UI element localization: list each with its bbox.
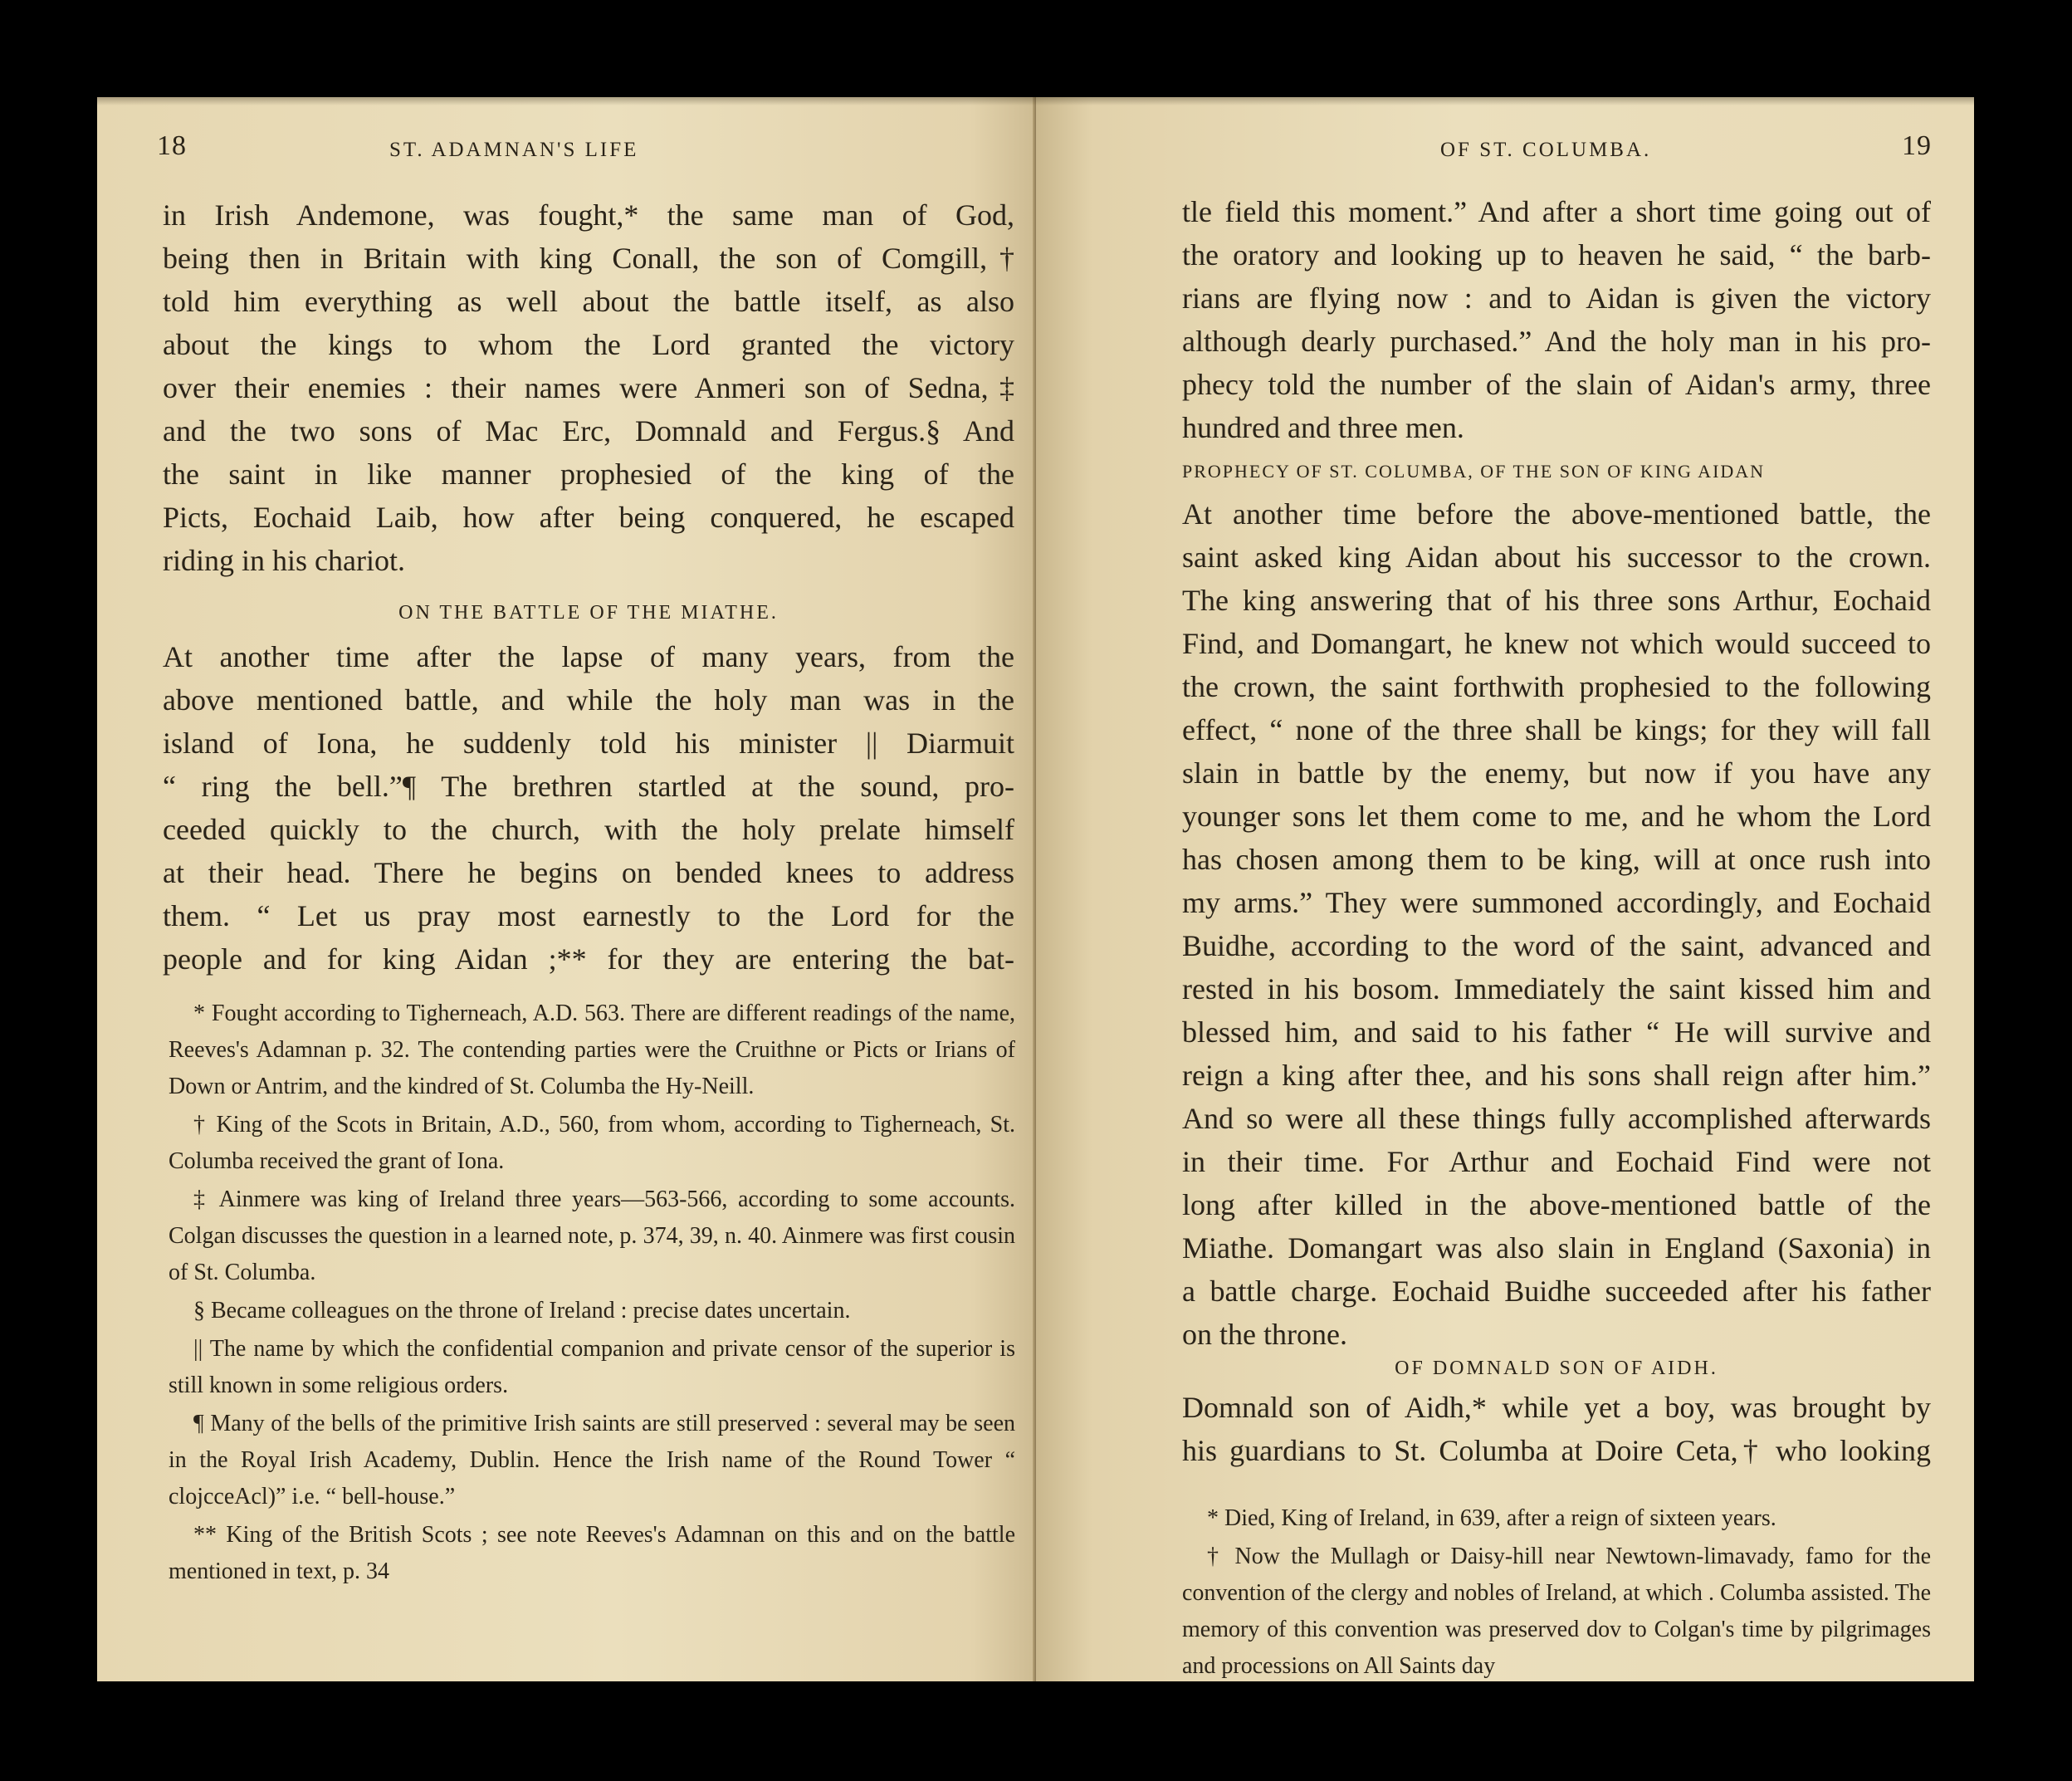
footnote: * Fought according to Tigherneach, A.D. 563. There are different readings of the name, Reeves's Adamnan p. 32. The contending parties were the Cruithne or Picts or Irians of Down or Antrim, and the kindred of St. Columba the Hy-Neill.: [169, 1001, 1015, 1099]
text-line: ceeded quickly to the church, with the holy prelate himself: [163, 813, 1014, 846]
text-line: and the two sons of Mac Erc, Domnald and Fergus.§ And: [163, 414, 1014, 448]
text-line: island of Iona, he suddenly told his minister || Diarmuit: [163, 727, 1014, 760]
text-line: at their head. There he begins on bended knees to address: [163, 856, 1014, 889]
text-line: told him everything as well about the battle itself, as also: [163, 285, 1014, 318]
text-line: the saint in like manner prophesied of the king of the: [163, 457, 1014, 491]
body-text: [163, 193, 1014, 582]
text-line: on the throne.: [1182, 1318, 1347, 1351]
page-number: 18: [157, 130, 187, 161]
text-line: Miathe. Domangart was also slain in England (Saxonia) in: [1182, 1231, 1931, 1265]
section-text: [1182, 492, 1931, 1356]
text-line: them. “ Let us pray most earnestly to the Lord for the: [163, 899, 1014, 932]
text-line: phecy told the number of the slain of Aidan's army, three: [1182, 368, 1931, 401]
text-line: a battle charge. Eochaid Buidhe succeeded after his father: [1182, 1275, 1931, 1308]
text-line: And so were all these things fully accomplished afterwards: [1182, 1102, 1931, 1135]
text-line: in their time. For Arthur and Eochaid Find were not: [1182, 1145, 1931, 1178]
section-heading: ON THE BATTLE OF THE MIATHE.: [398, 602, 779, 624]
text-line: tle field this moment.” And after a short time going out of: [1182, 195, 1931, 228]
text-line: rested in his bosom. Immediately the saint kissed him and: [1182, 972, 1931, 1005]
text-line: At another time after the lapse of many years, from the: [163, 640, 1014, 673]
text-line: although dearly purchased.” And the holy man in his pro-: [1182, 325, 1931, 358]
section-text: [163, 635, 1014, 981]
text-line: hundred and three men.: [1182, 411, 1464, 444]
text-line: in Irish Andemone, was fought,* the same man of God,: [163, 198, 1014, 232]
text-line: reign a king after thee, and his sons shall reign after him.”: [1182, 1059, 1931, 1092]
text-line: people and for king Aidan ;** for they are entering the bat-: [163, 942, 1014, 976]
body-text-lines: [1182, 190, 1931, 449]
text-line: about the kings to whom the Lord granted the victory: [163, 328, 1014, 361]
text-line: my arms.” They were summoned accordingly, and Eochaid: [1182, 886, 1931, 919]
footnote: || The name by which the confidential companion and private censor of the superior is still known in some religious orders.: [169, 1336, 1015, 1398]
footnote: ¶ Many of the bells of the primitive Irish saints are still preserved : several may be seen in the Royal Irish Academy, Dublin. Hence the Irish name of the Round Tower “ clojcceAcl)” i.e. “ bell-house.”: [169, 1411, 1015, 1509]
footnote: † Now the Mullagh or Daisy-hill near Newtown-limavady, famo for the convention of the clergy and nobles of Ireland, at which . Columba assisted. The memory of this convention was preserved dov to Colgan's time by pilgrimages and processions on All Saints day: [1182, 1544, 1931, 1679]
text-line: his guardians to St. Columba at Doire Ceta,† who looking: [1182, 1434, 1931, 1467]
text-line: effect, “ none of the three shall be kings; for they will fall: [1182, 713, 1931, 746]
section-heading: OF DOMNALD SON OF AIDH.: [1395, 1358, 1718, 1379]
text-line: Buidhe, according to the word of the saint, advanced and: [1182, 929, 1931, 962]
text-line: At another time before the above-mentioned battle, the: [1182, 497, 1931, 531]
text-line: slain in battle by the enemy, but now if you have any: [1182, 756, 1931, 790]
text-line: has chosen among them to be king, will at once rush into: [1182, 843, 1931, 876]
footnotes: [169, 996, 1015, 1592]
running-head: ST. ADAMNAN'S LIFE: [389, 139, 639, 161]
text-line: Find, and Domangart, he knew not which would succeed to: [1182, 627, 1931, 660]
text-line: “ ring the bell.”¶ The brethren startled at the sound, pro-: [163, 770, 1014, 803]
footnotes: [1182, 1500, 1931, 1681]
text-line: long after killed in the above-mentioned battle of the: [1182, 1188, 1931, 1221]
footnote: ‡ Ainmere was king of Ireland three years—563-566, according to some accounts. Colgan discusses the question in a learned note, p. 374, 39, n. 40. Ainmere was first cousin of St. Columba.: [169, 1187, 1015, 1285]
footnote: § Became colleagues on the throne of Ireland : precise dates uncertain.: [193, 1298, 851, 1324]
text-line: the crown, the saint forthwith prophesied to the following: [1182, 670, 1931, 703]
section-text: [1182, 1386, 1931, 1472]
right-page: [1036, 97, 1974, 1681]
running-head: OF ST. COLUMBA.: [1440, 139, 1652, 161]
text-line: Picts, Eochaid Laib, how after being conquered, he escaped: [163, 501, 1014, 534]
left-page: [97, 97, 1036, 1681]
text-line: saint asked king Aidan about his successor to the crown.: [1182, 541, 1931, 574]
text-line: rians are flying now : and to Aidan is given the victory: [1182, 281, 1931, 315]
text-line: being then in Britain with king Conall, the son of Comgill,†: [163, 242, 1014, 275]
text-line: Domnald son of Aidh,* while yet a boy, was brought by: [1182, 1391, 1931, 1424]
text-line: riding in his chariot.: [163, 544, 405, 577]
footnote: † King of the Scots in Britain, A.D., 560, from whom, according to Tigherneach, St. Columba received the grant of Iona.: [169, 1112, 1015, 1174]
text-line: blessed him, and said to his father “ He will survive and: [1182, 1015, 1931, 1049]
text-line: the oratory and looking up to heaven he said, “ the barb-: [1182, 238, 1931, 272]
text-line: over their enemies : their names were Anmeri son of Sedna,‡: [163, 371, 1014, 404]
footnote: * Died, King of Ireland, in 639, after a reign of sixteen years.: [1207, 1505, 1776, 1531]
text-line: above mentioned battle, and while the holy man was in the: [163, 683, 1014, 717]
text-line: younger sons let them come to me, and he whom the Lord: [1182, 800, 1931, 833]
section-heading: PROPHECY OF ST. COLUMBA, OF THE SON OF KING AIDAN: [1182, 461, 1766, 482]
page-top-shadow: [97, 97, 1974, 105]
page-number: 19: [1902, 130, 1932, 161]
footnote: ** King of the British Scots ; see note Reeves's Adamnan on this and on the battle mentioned in text, p. 34: [169, 1522, 1015, 1584]
text-line: The king answering that of his three sons Arthur, Eochaid: [1182, 584, 1931, 617]
